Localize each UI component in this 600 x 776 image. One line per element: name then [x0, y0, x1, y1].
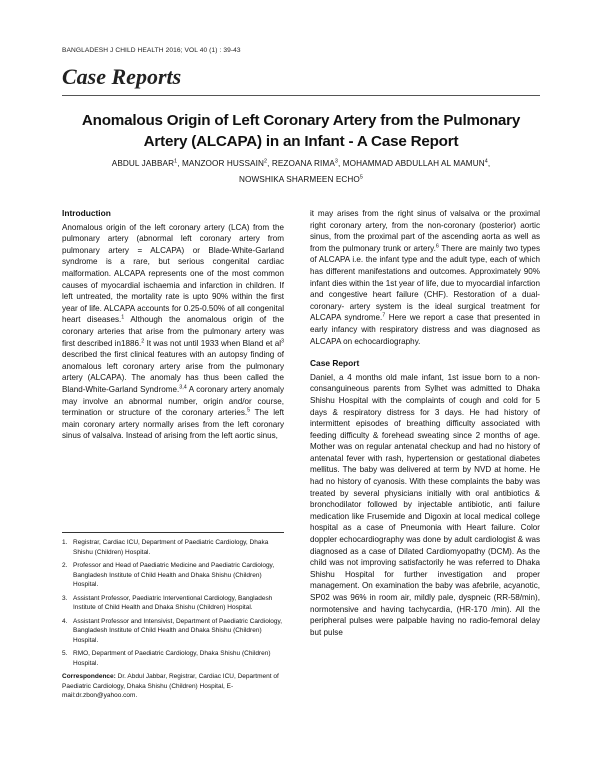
- author-name: NOWSHIKA SHARMEEN ECHO: [238, 175, 360, 184]
- footnote-item: [62, 538, 284, 557]
- citation: 2: [141, 337, 145, 344]
- footnote-number: 4.: [62, 617, 68, 625]
- author-separator: ,: [338, 159, 343, 168]
- introduction-text: [62, 222, 284, 442]
- text-run: described the first clinical features with an autopsy finding of anomalous left coronary artery arise from the pulmonary artery (ALCAPA). The anomaly has thus been called the Bland-White-Garland Syndrome.: [62, 350, 284, 394]
- case-report-heading: Case Report: [310, 358, 360, 369]
- footnote-number: 2.: [62, 561, 68, 569]
- article-title: [62, 110, 540, 152]
- section-heading: Case Reports: [62, 64, 182, 89]
- text-run: It was not until 1933 when Bland et al: [144, 338, 281, 348]
- footnote-number: 3.: [62, 594, 68, 602]
- correspondence-text: Dr. Abdul Jabbar, Registrar, Cardiac ICU, Department of Paediatric Cardiology, Dhaka Shishu (Children) Hospital, E-mail:dr.zbon@yahoo.com.: [62, 673, 279, 700]
- author-separator: ,: [267, 159, 272, 168]
- header-rule: [62, 95, 540, 96]
- footnote-rule: [62, 532, 284, 533]
- author-separator: ,: [177, 159, 182, 168]
- author-name: ABDUL JABBAR: [111, 159, 175, 168]
- author-name: MOHAMMAD ABDULLAH AL MAMUN: [342, 159, 485, 168]
- citation: 3: [281, 337, 284, 344]
- correspondence: [62, 672, 284, 701]
- footnote-item: [62, 594, 284, 613]
- case-report-text: Daniel, a 4 months old male infant, 1st issue born to a non-consanguineous parents from Sylhet was admitted to Dhaka Shishu Hospital with the complaints of cough and cold for 5 days & respiratory distress for 3 days. He had history of intermittent episodes of breathing difficulty associated with feeding difficulty & forehead sweating since 2 months of age. Mother was on regular antenatal checkup and had no history of antenatal fever with rash, hypertension or gestational diabetes mellitus. The baby was delivered at term by NVD at home. He had no history of cyanosis. With these complaints the baby was treated by several physicians initially with oral antibiotics & bronchodilator followed by injectable antibiotic, anti failure medication like Frusemide and Digoxin at local medical college hospital as a case of Pneumonia with Heart failure. Color doppler echocardiography was done by adult cardiologist & was diagnosed as a case of Dilated Cardiomyopathy (DCM). As the child was not improving satisfactorily he was referred to Dhaka Shishu Hospital for further investigation and proper management. On examination the baby was afebrile, acyanotic, SP02 was 96% in room air, mildly pale, dyspneic (RR-58/min), normotensive and having tachycardia, (HR-170 /min). All the peripheral pulses were palpable having no radio-femoral delay but pulse: [310, 372, 540, 637]
- footnotes: [62, 538, 284, 701]
- footnote-item: [62, 561, 284, 590]
- affiliation-mark: 4: [484, 158, 488, 165]
- footnote-number: 5.: [62, 650, 68, 658]
- citation: 7: [382, 312, 386, 319]
- author-separator: ,: [487, 159, 491, 168]
- affiliation-mark: 5: [359, 174, 364, 181]
- title-line-2: Artery (ALCAPA) in an Infant - A Case Report: [143, 133, 459, 150]
- right-column: [310, 208, 540, 638]
- footnote-text: Assistant Professor, Paediatric Interventional Cardiology, Bangladesh Institute of Child Health and Dhaka Shishu (Children) Hospital.: [73, 594, 273, 612]
- left-column: [62, 208, 284, 442]
- affiliation-mark: 1: [174, 158, 178, 165]
- footnote-text: Professor and Head of Paediatric Medicine and Paediatric Cardiology, Bangladesh Institute of Child Health and Dhaka Shishu (Children) Hospital.: [73, 561, 275, 589]
- text-run: Here we report a case that presented in early infancy with respiratory distress and was diagnosed as ALCAPA on echocardiography.: [310, 313, 541, 346]
- journal-header: BANGLADESH J CHILD HEALTH 2016; VOL 40 (1) : 39-43: [62, 47, 241, 54]
- footnote-item: [62, 649, 284, 668]
- author-name: REZOANA RIMA: [271, 159, 335, 168]
- text-run: it may arises from the right sinus of valsalva or the proximal right coronary artery, from the non-coronary (posterior) aortic sinus, from the proximal part of the ascending aorta as well as from the pulmonary trunk or artery.: [310, 209, 540, 253]
- authors-line-1: [62, 156, 540, 172]
- citation: 3,4: [179, 384, 187, 391]
- text-run: The left main coronary artery normally arises from the left coronary sinus of valsalva. Instead of arising from the left aortic sinus,: [62, 408, 284, 441]
- citation: 1: [121, 314, 125, 321]
- footnote-text: RMO, Department of Paediatric Cardiology, Dhaka Shishu (Children) Hospital.: [73, 650, 271, 667]
- author-list: [62, 156, 540, 188]
- footnote-text: Assistant Professor and Intensivist, Department of Paediatric Cardiology, Bangladesh Institute of Child Health and Dhaka Shishu (Children) Hospital.: [73, 617, 283, 644]
- text-run: There are mainly two types of ALCAPA i.e. the infant type and the adult type, each of which has different manifestations and outcomes. Approximately 90% infant dies within the 1st year of life, due to myocardial infarction and congestive heart failure (CHF). Restoration of a dual-coronary- artery system is the ideal surgical treatment for ALCAPA syndrome.: [310, 243, 540, 323]
- footnote-text: Registrar, Cardiac ICU, Department of Paediatric Cardiology, Dhaka Shishu (Children) Hospital.: [73, 539, 269, 556]
- correspondence-label: Correspondence:: [62, 673, 116, 681]
- introduction-continued: [310, 208, 540, 347]
- author-name: MANZOOR HUSSAIN: [181, 159, 264, 168]
- footnote-item: [62, 617, 284, 646]
- text-run: Although the anomalous origin of the coronary arteries that arise from the pulmonary artery was first described in1886.: [62, 315, 284, 348]
- citation: 6: [435, 243, 439, 250]
- text-run: A coronary artery anomaly may involve an abnormal number, origin and/or course, termination or structure of the coronary arteries.: [62, 384, 284, 418]
- affiliation-mark: 3: [334, 158, 339, 165]
- text-run: Anomalous origin of the left coronary artery (LCA) from the pulmonary artery (abnormal left coronary artery from pulmonary artery = ALCAPA) or Blade-White-Garland syndrome is a rare, but serious congenital cardiac malformation. ALCAPA represents one of the most common causes of myocardial ischaemia and infarction in children. If left untreated, the mortality rate is upto 90% within the first year of life. ALCAPA accounts for 0.25-0.50% of all congenital heart diseases.: [62, 222, 284, 325]
- footnote-number: 1.: [62, 539, 68, 546]
- citation: 5: [247, 407, 251, 414]
- title-line-1: Anomalous Origin of Left Coronary Artery from the Pulmonary: [81, 112, 521, 129]
- affiliation-mark: 2: [263, 158, 268, 165]
- introduction-heading: Introduction: [62, 208, 111, 218]
- authors-line-2: [62, 172, 540, 188]
